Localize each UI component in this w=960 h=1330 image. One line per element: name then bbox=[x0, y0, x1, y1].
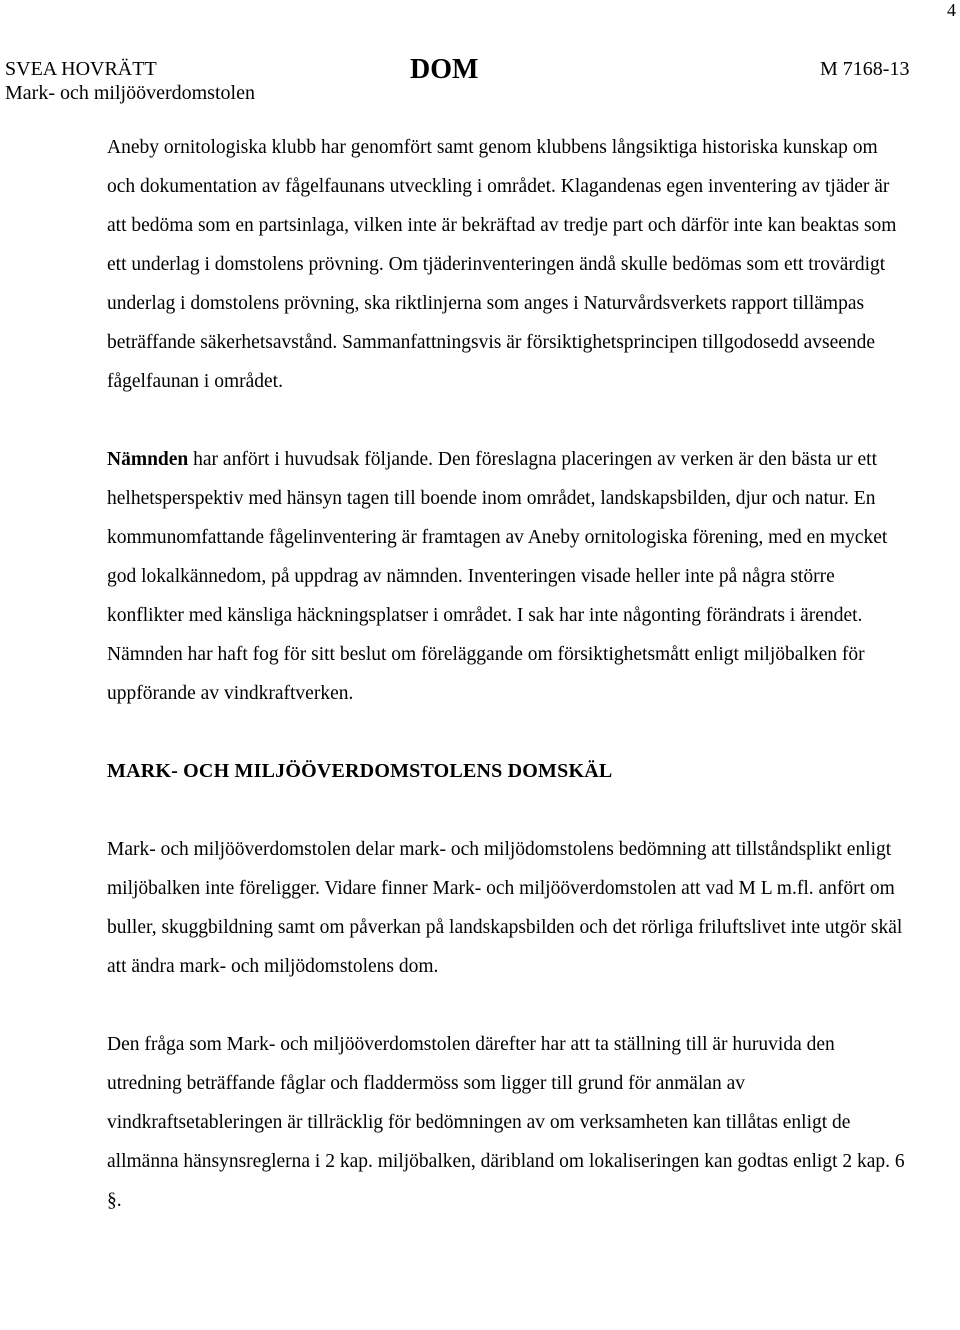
page-number: 4 bbox=[947, 0, 956, 20]
court-name: SVEA HOVRÄTT bbox=[5, 58, 157, 80]
section-paragraph: Mark- och miljööverdomstolen delar mark- och miljödomstolens bedömning att tillståndsplikt enligt miljöbalken inte föreligger. Vidare finner Mark- och miljööverdomstolen att vad M L m.fl. anfört om buller, skuggbildning samt om påverkan på landskapsbilden och det rörliga friluftslivet inte utgör skäl att ändra mark- och miljödomstolens dom. bbox=[107, 839, 903, 977]
section-heading: MARK- OCH MILJÖÖVERDOMSTOLENS DOMSKÄL bbox=[107, 760, 613, 782]
body-paragraph bbox=[107, 440, 907, 713]
body-paragraph bbox=[107, 128, 907, 401]
document-type: DOM bbox=[410, 54, 479, 85]
department-name: Mark- och miljööverdomstolen bbox=[5, 82, 255, 104]
paragraph-text: har anfört i huvudsak följande. Den föreslagna placeringen av verken är den bästa ur ett helhetsperspektiv med hänsyn tagen till boende inom området, landskapsbilden, djur och natur. En kommunomfattande fågelinventering är framtagen av Aneby ornitologiska förening, med en mycket god lokalkännedom, på uppdrag av nämnden. Inventeringen visade heller inte på några större konflikter med känsliga häckningsplatser i området. I sak har inte någonting förändrats i ärendet. Nämnden har haft fog för sitt beslut om föreläggande om försiktighetsmått enligt miljöbalken för uppförande av vindkraftverken. bbox=[107, 449, 888, 704]
document-body bbox=[107, 128, 907, 1220]
section-paragraph: Den fråga som Mark- och miljööverdomstolen därefter har att ta ställning till är huruvida den utredning beträffande fåglar och fladdermöss som ligger till grund för anmälan av vindkraftsetableringen är tillräcklig för bedömningen av om verksamheten kan tillåtas enligt de allmänna hänsynsreglerna i 2 kap. miljöbalken, däribland om lokaliseringen kan godtas enligt 2 kap. 6 §. bbox=[107, 1034, 905, 1211]
paragraph-text: Aneby ornitologiska klubb har genomfört samt genom klubbens långsiktiga historiska kunskap om och dokumentation av fågelfaunans utveckling i området. Klagandenas egen inventering av tjäder är att bedöma som en partsinlaga, vilken inte är bekräftad av tredje part och därför inte kan beaktas som ett underlag i domstolens prövning. Om tjäderinventeringen ändå skulle bedömas som ett trovärdigt underlag i domstolens prövning, ska riktlinjerna som anges i Naturvårdsverkets rapport tillämpas beträffande säkerhetsavstånd. Sammanfattningsvis är försiktighetsprincipen tillgodosedd avseende fågelfaunan i området. bbox=[107, 137, 897, 392]
paragraph-lead: Nämnden bbox=[107, 449, 189, 470]
case-number: M 7168-13 bbox=[820, 58, 910, 80]
